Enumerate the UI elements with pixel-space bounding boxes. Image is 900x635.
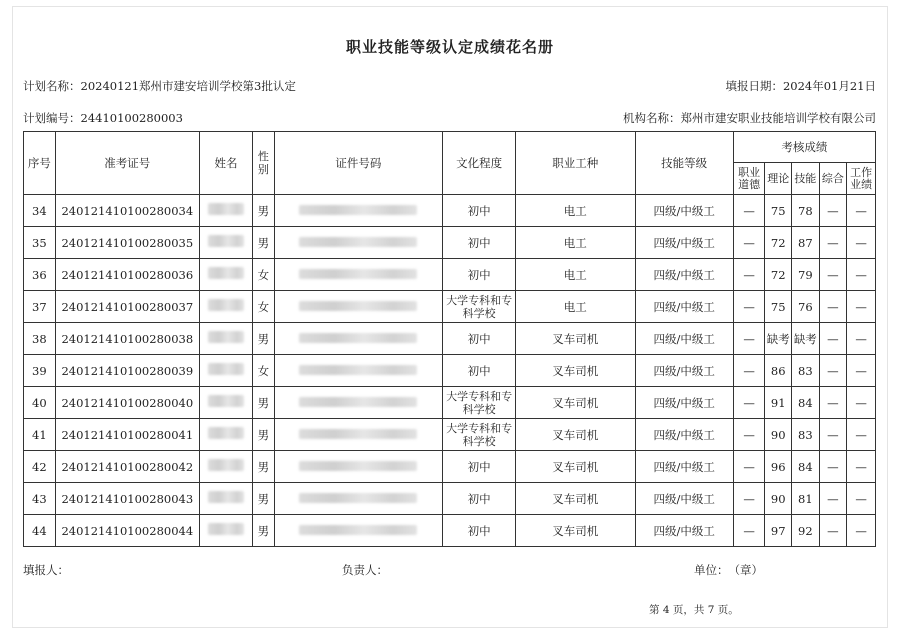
cell-skill-level: 四级/中级工 — [635, 387, 733, 419]
cell-id-number — [274, 227, 443, 259]
cell-skill-level: 四级/中级工 — [635, 515, 733, 547]
cell-theory-score: 72 — [765, 259, 792, 291]
cell-skill-score: 83 — [792, 419, 820, 451]
cell-seq: 38 — [24, 323, 56, 355]
table-row — [24, 259, 876, 291]
table-row — [24, 291, 876, 323]
cell-id-number — [274, 451, 443, 483]
fill-date: 填报日期：2024年01月21日 — [725, 79, 876, 93]
redacted-field — [208, 523, 244, 535]
header-scores-group: 考核成绩 — [733, 132, 875, 163]
redacted-field — [208, 267, 244, 279]
cell-education: 初中 — [443, 515, 516, 547]
cell-gender: 男 — [253, 195, 274, 227]
cell-education: 初中 — [443, 195, 516, 227]
footer-page-number: 第 4 页，共 7 页。 — [649, 604, 739, 616]
header-exam-number: 准考证号 — [55, 132, 199, 195]
cell-ethics-score: — — [733, 323, 765, 355]
cell-exam-number: 240121410100280036 — [55, 259, 199, 291]
cell-skill-score: 81 — [792, 483, 820, 515]
cell-comprehensive-score: — — [819, 515, 847, 547]
cell-id-number — [274, 387, 443, 419]
footer-responsible: 负责人： — [342, 563, 388, 577]
cell-exam-number: 240121410100280044 — [55, 515, 199, 547]
roster-body — [24, 195, 876, 547]
cell-skill-score: 76 — [792, 291, 820, 323]
score-roster-table — [23, 131, 876, 547]
cell-exam-number: 240121410100280038 — [55, 323, 199, 355]
redacted-field — [208, 331, 244, 343]
cell-gender: 男 — [253, 387, 274, 419]
cell-ethics-score: — — [733, 483, 765, 515]
cell-education: 大学专科和专科学校 — [443, 387, 516, 419]
cell-gender: 女 — [253, 259, 274, 291]
cell-skill-level: 四级/中级工 — [635, 259, 733, 291]
cell-name — [199, 227, 252, 259]
cell-work-performance-score: — — [847, 291, 876, 323]
redacted-field — [208, 363, 244, 375]
cell-theory-score: 96 — [765, 451, 792, 483]
cell-gender: 男 — [253, 451, 274, 483]
cell-gender: 男 — [253, 483, 274, 515]
redacted-field — [208, 299, 244, 311]
cell-name — [199, 291, 252, 323]
cell-comprehensive-score: — — [819, 323, 847, 355]
cell-work-performance-score: — — [847, 259, 876, 291]
cell-comprehensive-score: — — [819, 291, 847, 323]
table-row — [24, 195, 876, 227]
cell-work-performance-score: — — [847, 387, 876, 419]
table-row — [24, 227, 876, 259]
header-seq: 序号 — [24, 132, 56, 195]
cell-id-number — [274, 291, 443, 323]
cell-theory-score: 97 — [765, 515, 792, 547]
redacted-field — [299, 205, 417, 215]
cell-exam-number: 240121410100280043 — [55, 483, 199, 515]
header-gender: 性别 — [253, 132, 274, 195]
cell-skill-score: 84 — [792, 387, 820, 419]
cell-theory-score: 91 — [765, 387, 792, 419]
redacted-field — [299, 269, 417, 279]
cell-gender: 男 — [253, 515, 274, 547]
cell-exam-number: 240121410100280042 — [55, 451, 199, 483]
table-row — [24, 451, 876, 483]
table-row — [24, 355, 876, 387]
table-row — [24, 323, 876, 355]
cell-occupation: 电工 — [515, 291, 635, 323]
cell-ethics-score: — — [733, 419, 765, 451]
table-row — [24, 419, 876, 451]
cell-occupation: 叉车司机 — [515, 515, 635, 547]
cell-name — [199, 259, 252, 291]
plan-number: 计划编号：24410100280003 — [23, 111, 183, 125]
header-work-performance: 工作业绩 — [847, 163, 876, 195]
cell-id-number — [274, 483, 443, 515]
cell-work-performance-score: — — [847, 419, 876, 451]
cell-occupation: 叉车司机 — [515, 355, 635, 387]
cell-id-number — [274, 355, 443, 387]
cell-comprehensive-score: — — [819, 227, 847, 259]
table-row — [24, 515, 876, 547]
cell-work-performance-score: — — [847, 483, 876, 515]
cell-skill-score: 78 — [792, 195, 820, 227]
redacted-field — [208, 491, 244, 503]
header-name: 姓名 — [199, 132, 252, 195]
cell-gender: 男 — [253, 419, 274, 451]
cell-skill-level: 四级/中级工 — [635, 483, 733, 515]
cell-occupation: 叉车司机 — [515, 387, 635, 419]
redacted-field — [299, 525, 417, 535]
cell-theory-score: 90 — [765, 483, 792, 515]
cell-skill-level: 四级/中级工 — [635, 451, 733, 483]
cell-education: 大学专科和专科学校 — [443, 291, 516, 323]
redacted-field — [208, 459, 244, 471]
cell-education: 初中 — [443, 259, 516, 291]
cell-ethics-score: — — [733, 195, 765, 227]
cell-occupation: 叉车司机 — [515, 419, 635, 451]
cell-skill-score: 92 — [792, 515, 820, 547]
cell-name — [199, 419, 252, 451]
cell-seq: 40 — [24, 387, 56, 419]
cell-exam-number: 240121410100280041 — [55, 419, 199, 451]
redacted-field — [299, 365, 417, 375]
cell-ethics-score: — — [733, 355, 765, 387]
cell-work-performance-score: — — [847, 355, 876, 387]
cell-exam-number: 240121410100280035 — [55, 227, 199, 259]
redacted-field — [299, 397, 417, 407]
cell-exam-number: 240121410100280037 — [55, 291, 199, 323]
cell-ethics-score: — — [733, 291, 765, 323]
cell-id-number — [274, 195, 443, 227]
cell-ethics-score: — — [733, 387, 765, 419]
cell-name — [199, 515, 252, 547]
cell-occupation: 电工 — [515, 195, 635, 227]
plan-name: 计划名称：20240121郑州市建安培训学校第3批认定 — [23, 79, 296, 93]
redacted-field — [299, 301, 417, 311]
cell-name — [199, 483, 252, 515]
header-occupation: 职业工种 — [515, 132, 635, 195]
cell-theory-score: 86 — [765, 355, 792, 387]
cell-name — [199, 323, 252, 355]
cell-comprehensive-score: — — [819, 419, 847, 451]
cell-comprehensive-score: — — [819, 259, 847, 291]
cell-skill-score: 84 — [792, 451, 820, 483]
cell-exam-number: 240121410100280039 — [55, 355, 199, 387]
cell-occupation: 叉车司机 — [515, 323, 635, 355]
cell-skill-score: 79 — [792, 259, 820, 291]
cell-education: 初中 — [443, 451, 516, 483]
table-row — [24, 483, 876, 515]
cell-skill-level: 四级/中级工 — [635, 195, 733, 227]
cell-ethics-score: — — [733, 259, 765, 291]
table-row — [24, 387, 876, 419]
footer-filler: 填报人： — [23, 563, 69, 577]
document-title: 职业技能等级认定成绩花名册 — [345, 38, 554, 56]
cell-name — [199, 387, 252, 419]
institution-name: 机构名称：郑州市建安职业技能培训学校有限公司 — [623, 111, 876, 125]
redacted-field — [299, 429, 417, 439]
cell-skill-score: 83 — [792, 355, 820, 387]
cell-name — [199, 451, 252, 483]
header-skill: 技能 — [792, 163, 820, 195]
cell-skill-score: 87 — [792, 227, 820, 259]
cell-education: 初中 — [443, 355, 516, 387]
cell-gender: 男 — [253, 323, 274, 355]
redacted-field — [299, 493, 417, 503]
cell-ethics-score: — — [733, 451, 765, 483]
footer-unit: 单位： （章） — [694, 563, 763, 577]
cell-name — [199, 355, 252, 387]
cell-work-performance-score: — — [847, 227, 876, 259]
cell-seq: 36 — [24, 259, 56, 291]
redacted-field — [299, 461, 417, 471]
cell-work-performance-score: — — [847, 195, 876, 227]
cell-seq: 42 — [24, 451, 56, 483]
cell-comprehensive-score: — — [819, 387, 847, 419]
cell-education: 初中 — [443, 227, 516, 259]
cell-skill-level: 四级/中级工 — [635, 227, 733, 259]
header-comprehensive: 综合 — [819, 163, 847, 195]
cell-occupation: 叉车司机 — [515, 483, 635, 515]
cell-exam-number: 240121410100280034 — [55, 195, 199, 227]
cell-theory-score: 75 — [765, 195, 792, 227]
cell-seq: 39 — [24, 355, 56, 387]
cell-work-performance-score: — — [847, 323, 876, 355]
cell-education: 初中 — [443, 323, 516, 355]
cell-id-number — [274, 419, 443, 451]
cell-skill-level: 四级/中级工 — [635, 291, 733, 323]
cell-theory-score: 75 — [765, 291, 792, 323]
header-education: 文化程度 — [443, 132, 516, 195]
cell-ethics-score: — — [733, 515, 765, 547]
cell-seq: 35 — [24, 227, 56, 259]
cell-theory-score: 72 — [765, 227, 792, 259]
cell-occupation: 叉车司机 — [515, 451, 635, 483]
redacted-field — [299, 237, 417, 247]
cell-seq: 44 — [24, 515, 56, 547]
cell-comprehensive-score: — — [819, 355, 847, 387]
cell-seq: 37 — [24, 291, 56, 323]
header-theory: 理论 — [765, 163, 792, 195]
cell-seq: 41 — [24, 419, 56, 451]
cell-skill-score: 缺考 — [792, 323, 820, 355]
cell-id-number — [274, 259, 443, 291]
cell-theory-score: 90 — [765, 419, 792, 451]
cell-work-performance-score: — — [847, 451, 876, 483]
cell-comprehensive-score: — — [819, 451, 847, 483]
redacted-field — [208, 395, 244, 407]
cell-id-number — [274, 515, 443, 547]
cell-comprehensive-score: — — [819, 483, 847, 515]
cell-skill-level: 四级/中级工 — [635, 323, 733, 355]
cell-comprehensive-score: — — [819, 195, 847, 227]
cell-exam-number: 240121410100280040 — [55, 387, 199, 419]
cell-skill-level: 四级/中级工 — [635, 355, 733, 387]
cell-seq: 34 — [24, 195, 56, 227]
cell-occupation: 电工 — [515, 227, 635, 259]
header-ethics: 职业道德 — [733, 163, 765, 195]
cell-ethics-score: — — [733, 227, 765, 259]
cell-gender: 女 — [253, 355, 274, 387]
redacted-field — [299, 333, 417, 343]
cell-work-performance-score: — — [847, 515, 876, 547]
cell-education: 初中 — [443, 483, 516, 515]
redacted-field — [208, 427, 244, 439]
cell-name — [199, 195, 252, 227]
header-id-number: 证件号码 — [274, 132, 443, 195]
cell-id-number — [274, 323, 443, 355]
cell-education: 大学专科和专科学校 — [443, 419, 516, 451]
cell-occupation: 电工 — [515, 259, 635, 291]
header-skill-level: 技能等级 — [635, 132, 733, 195]
cell-gender: 男 — [253, 227, 274, 259]
cell-gender: 女 — [253, 291, 274, 323]
redacted-field — [208, 235, 244, 247]
cell-seq: 43 — [24, 483, 56, 515]
cell-theory-score: 缺考 — [765, 323, 792, 355]
redacted-field — [208, 203, 244, 215]
cell-skill-level: 四级/中级工 — [635, 419, 733, 451]
